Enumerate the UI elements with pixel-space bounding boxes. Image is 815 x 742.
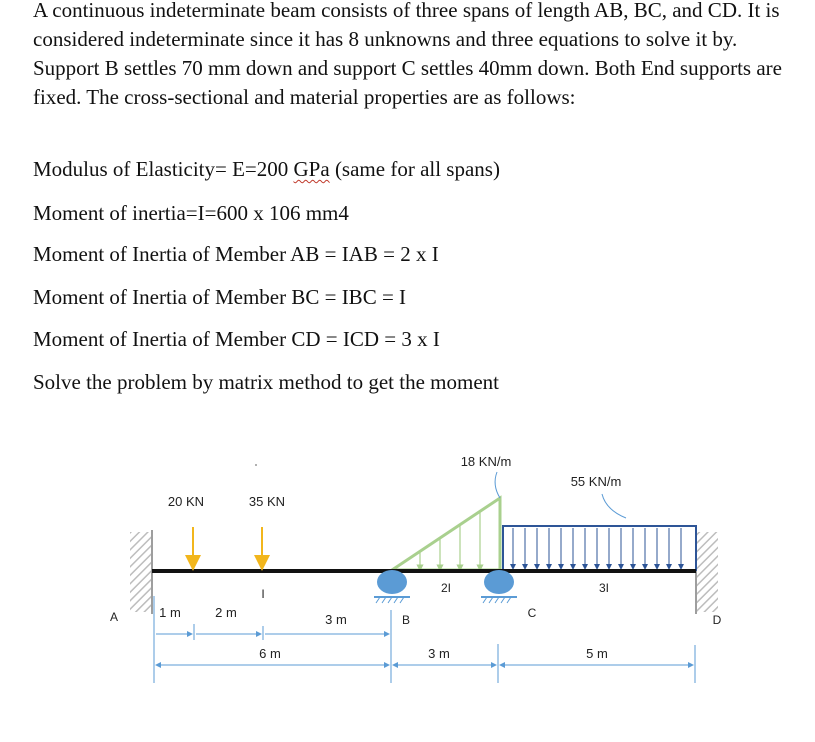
dim-label-1m: 1 m [159, 605, 181, 620]
inertia-bc-line: Moment of Inertia of Member BC = IBC = I [33, 285, 407, 309]
dim-label-3m-bc: 3 m [428, 646, 450, 661]
support-c [481, 570, 517, 603]
task-line: Solve the problem by matrix method to get the moment [33, 370, 499, 394]
label-load-20: 20 KN [167, 494, 205, 509]
node-b-label: B [401, 613, 411, 627]
support-b [374, 570, 410, 603]
inertia-line: Moment of inertia=I=600 x 106 mm4 [33, 201, 349, 225]
label-uniform-load: 55 KN/m [570, 474, 622, 489]
node-d-label: D [712, 613, 722, 627]
label-load-35: 35 KN [248, 494, 286, 509]
fixed-support-d [696, 530, 718, 614]
modulus-prefix: Modulus of Elasticity= E=200 [33, 157, 294, 181]
label-triangular-load: 18 KN/m [460, 454, 512, 469]
inertia-ab-line: Moment of Inertia of Member AB = IAB = 2 x I [33, 242, 439, 266]
stray-dot [255, 464, 257, 466]
dim-label-5m: 5 m [586, 646, 608, 661]
label-inertia-bc: 2I [440, 581, 452, 595]
dim-label-3m-ab: 3 m [325, 612, 347, 627]
inertia-cd-line: Moment of Inertia of Member CD = ICD = 3 x I [33, 327, 440, 351]
node-a-label: A [109, 610, 119, 624]
problem-intro: A continuous indeterminate beam consists of three spans of length AB, BC, and CD. It is considered indeterminate since it has 8 unknowns and three equations to solve it by. Support B settles 70 mm down and support C settles 40mm down. Both End supports are fixed. The cross-sectional and material properties are as follows: [33, 0, 782, 109]
modulus-gpa: GPa [293, 157, 330, 181]
dim-label-2m: 2 m [215, 605, 237, 620]
modulus-suffix: (same for all spans) [329, 157, 500, 181]
fixed-support-a [130, 530, 152, 614]
label-inertia-cd: 3I [598, 581, 610, 595]
triangular-load [392, 472, 500, 570]
node-c-label: C [527, 606, 537, 620]
label-inertia-ab: I [261, 587, 265, 601]
uniform-load [503, 494, 696, 570]
dim-label-6m: 6 m [259, 646, 281, 661]
